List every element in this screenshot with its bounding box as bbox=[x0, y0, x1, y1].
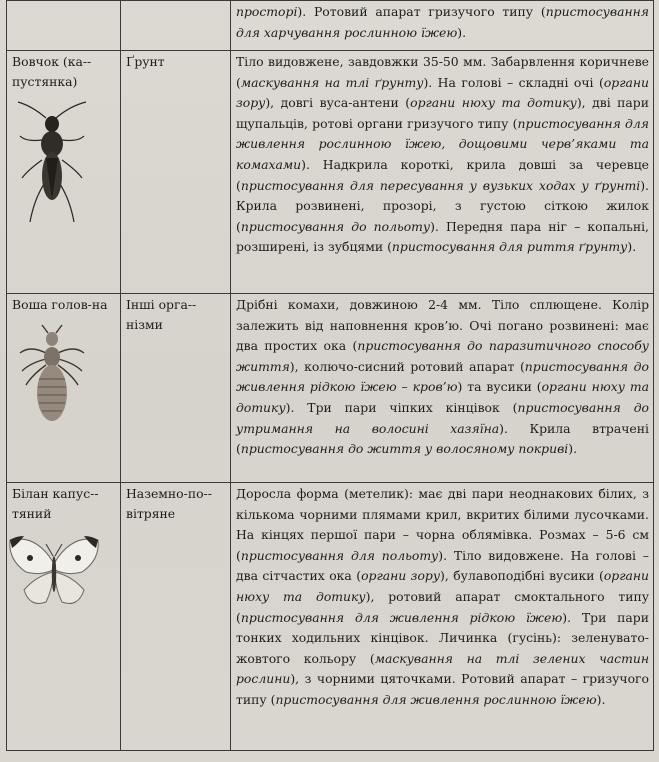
insect-adaptations-table bbox=[6, 0, 654, 751]
description-cell: просторі). Ротовий апарат гризучого типу (пристосування для харчування рослинною їжею). bbox=[231, 1, 654, 51]
habitat-cell bbox=[121, 51, 231, 294]
description-cell: Доросла форма (метелик): має дві пари неоднакових білих, з кількома чорними плямами крил, вкритих білими лусочками. На кінцях першої пари – чорна облямівка. Розмах – 5-6 см (пристосування для польоту). Тіло видовжене. На голові – два сітчастих ока (органи зору), булавоподібні вусики (органи нюху та дотику), ротовий апарат смоктального типу (пристосування для живлення рідкою їжею). Три пари тонких ходильних кінцівок. Личинка (гусінь): зеленувато-жовтого кольору (маскування на тлі зелених частин рослини), з чорними цяточками. Ротовий апарат – гризучого типу (пристосування для живлення рослинною їжею). bbox=[231, 483, 654, 751]
organism-cell bbox=[7, 51, 121, 294]
habitat-cell bbox=[121, 483, 231, 751]
table-row bbox=[7, 1, 654, 51]
cabbage-white-butterfly-icon bbox=[6, 532, 102, 612]
description-cell: Дрібні комахи, довжиною 2-4 мм. Тіло сплющене. Колір залежить від наповнення кров’ю. Очі погано розвинені: має два простих ока (пристосування до паразитичного способу життя), колючо-сисний ротовий апарат (пристосування до живлення рідкою їжею – кров’ю) та вусики (органи нюху та дотику). Три пари чіпких кінцівок (пристосування до утримання на волосині хазяїна). Крила втрачені (пристосування до життя у волосяному покриві). bbox=[231, 294, 654, 483]
description-cell: Тіло видовжене, завдовжки 35-50 мм. Забарвлення коричневе (маскування на тлі ґрунту). На голові – складні очі (органи зору), довгі вуса-антени (органи нюху та дотику), дві пари щупальців, ротові органи гризучого типу (пристосування для живлення рослинною їжею, дощовими черв’яками та комахами). Надкрила короткі, крила довші за черевце (пристосування для пересування у вузьких ходах у ґрунті). Крила розвинені, прозорі, з густою сіткою жилок (пристосування до польоту). Передня пара ніг – копальні, розширені, із зубцями (пристосування для риття ґрунту). bbox=[231, 51, 654, 294]
habitat-name: Наземно-по-вітряне bbox=[126, 486, 212, 521]
organism-cell bbox=[7, 294, 121, 483]
head-louse-icon bbox=[12, 323, 92, 433]
organism-cell bbox=[7, 483, 121, 751]
habitat-name: Ґрунт bbox=[126, 54, 165, 69]
habitat-name: Інші орга-нізми bbox=[126, 297, 197, 332]
table-row bbox=[7, 483, 654, 751]
table-cell bbox=[7, 1, 121, 51]
table-row bbox=[7, 51, 654, 294]
table-row bbox=[7, 294, 654, 483]
habitat-cell bbox=[121, 294, 231, 483]
mole-cricket-icon bbox=[12, 100, 92, 230]
organism-name: Білан капус-тяний bbox=[12, 486, 99, 521]
organism-name: Воша голов-на bbox=[12, 297, 108, 312]
organism-name: Вовчок (ка-пустянка) bbox=[12, 54, 92, 89]
table-cell bbox=[121, 1, 231, 51]
